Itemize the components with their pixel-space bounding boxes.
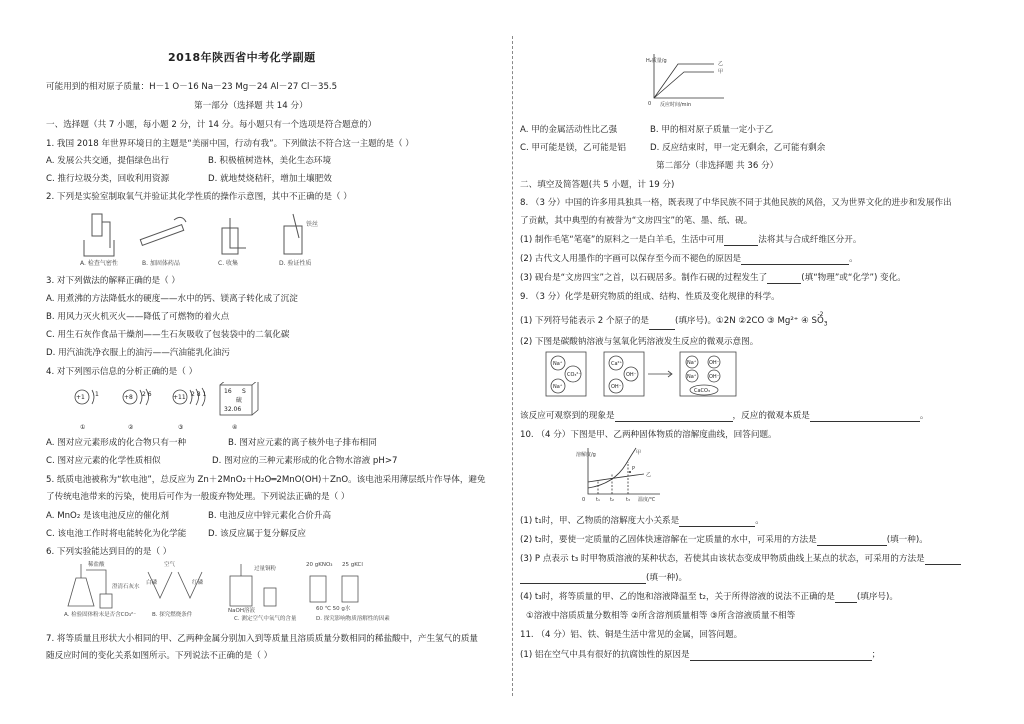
q10-sub1-text: (1) t₁时，甲、乙物质的溶解度大小关系是	[520, 516, 680, 526]
q7-series-yi: 乙	[718, 61, 724, 67]
q10-solubility-chart	[574, 444, 670, 504]
q10-stem: 10. （4 分）下图是甲、乙两种固体物质的溶解度曲线，回答问题。	[520, 430, 777, 440]
q9-box3-oh1: OH⁻	[709, 360, 720, 366]
q11-sub1-blank[interactable]	[690, 651, 872, 661]
q6-text-white-p: 白磷	[146, 580, 158, 586]
q9-sub3-blank1[interactable]	[615, 412, 733, 422]
q4-option-b: B. 图对应元素的离子核外电子排布相同	[228, 438, 377, 448]
q6-text-limewater: 澄清石灰水	[112, 584, 140, 590]
q6-experiment-figure	[60, 558, 390, 624]
q10-tick-t3: t₃	[626, 497, 630, 503]
q6-text-hcl: 稀盐酸	[88, 562, 105, 568]
q6-text-kno3: 20 gKNO₃	[306, 562, 333, 568]
q8-sub2-text: (2) 古代文人用墨作的字画可以保存至今而不褪色的原因是	[520, 254, 742, 264]
q5-option-c: C. 该电池工作时将电能转化为化学能	[46, 529, 187, 539]
q10-point-p-dot	[629, 471, 631, 473]
q10-sub2-text-end: (填一种)。	[886, 535, 928, 545]
q11-sub1-text: (1) 铝在空气中具有很好的抗腐蚀性的原因是	[520, 650, 690, 660]
q9-so3-symbol	[811, 311, 830, 330]
q10-sub4-options: ①溶液中溶质质量分数相等 ②所含溶剂质量相等 ③所含溶液质量不相等	[526, 611, 796, 621]
q7-stem-line1: 7. 将等质量且形状大小相同的甲、乙两种金属分别加入到等质量且溶质质量分数相同的稀盐酸中，产生氢气的质量	[46, 634, 479, 644]
q1-option-c: C. 推行垃圾分类，回收利用资源	[46, 174, 170, 184]
q10-sub3	[520, 554, 961, 565]
q9-sub3: 该反应可观察到的现象是 ，反应的微观本质是 。	[520, 411, 929, 421]
q4-atom-figure	[70, 382, 290, 434]
q7-option-a: A. 甲的金属活动性比乙强	[520, 125, 618, 135]
q10-xlabel: 温度/℃	[638, 497, 656, 503]
column-divider	[512, 36, 513, 696]
q4-stem: 4. 对下列图示信息的分析正确的是（ ）	[46, 367, 198, 377]
q10-ylabel: 溶解度/g	[576, 452, 596, 458]
q10-origin: 0	[582, 497, 586, 503]
q10-sub3-cont	[520, 573, 687, 584]
q9-box2-oh2: OH⁻	[611, 384, 622, 390]
q10-sub4-blank[interactable]	[835, 593, 857, 603]
q5-option-b: B. 电池反应中锌元素化合价升高	[208, 511, 332, 521]
q7-ylabel: H₂质量/g	[646, 58, 667, 64]
q6-text-red-p: 红磷	[192, 580, 204, 586]
q3-option-d: D. 用汽油洗净衣服上的油污——汽油能乳化油污	[46, 348, 230, 358]
q7-origin: 0	[648, 101, 652, 107]
q6-text-air: 空气	[164, 562, 176, 568]
q9-box1-co3: CO₃²⁻	[567, 372, 582, 378]
q2-label-b: B. 加固体药品	[142, 260, 180, 267]
q6-stem: 6. 下列实验能达到目的的是（ ）	[46, 547, 172, 557]
part1-heading: 第一部分（选择题 共 14 分）	[194, 101, 308, 111]
q4-electrons-1: 1	[95, 391, 99, 398]
q6-text-water: 60 ℃ 50 g水	[316, 606, 351, 612]
q2-label-d: D. 验证性质	[279, 260, 312, 267]
q1-option-d: D. 就地焚烧秸秆，增加土壤肥效	[208, 174, 332, 184]
q7-hydrogen-chart	[644, 50, 734, 108]
q8-stem-line2: 了贡献，其中典型的有被誉为“文房四宝”的笔、墨、纸、砚。	[520, 216, 753, 226]
q10-sub1: (1) t₁时，甲、乙物质的溶解度大小关系是 。	[520, 516, 764, 526]
q4-marker-3: ③	[178, 424, 184, 431]
atomic-mass-note: 可能用到的相对原子质量：H－1 O－16 Na－23 Mg－24 Al－27 Cl－35.5	[46, 82, 338, 92]
q4-electrons-3: 2 8 1	[191, 391, 207, 398]
q2-stem: 2. 下列是实验室制取氧气并验证其化学性质的操作示意图，其中不正确的是（ ）	[46, 192, 352, 202]
q1-option-b: B. 积极植树造林，美化生态环境	[208, 156, 332, 166]
q6-text-naoh: NaOH溶液	[228, 608, 255, 614]
q8-sub3-text: (3) 砚台是“文房四宝”之首，以石砚居多。制作石砚的过程发生了	[520, 273, 768, 283]
q3-option-b: B. 用风力灭火机灭火——降低了可燃物的着火点	[46, 312, 230, 322]
q10-tick-t1: t₁	[596, 497, 600, 503]
q10-sub4-text: (4) t₃时，将等质量的甲、乙的饱和溶液降温至 t₂，关于所得溶液的说法不正确的是	[520, 592, 835, 602]
q9-sub1	[520, 311, 830, 330]
q8-sub1-text-end: 法将其与合成纤维区分开。	[758, 235, 862, 245]
q6-label-a: A. 检验固体粉末是否含CO₃²⁻	[64, 612, 137, 618]
q4-option-a: A. 图对应元素形成的化合物只有一种	[46, 438, 187, 448]
q4-element-symbol: S	[242, 388, 246, 395]
q4-marker-4: ④	[232, 424, 238, 431]
q9-sub2: (2) 下图是碳酸钠溶液与氢氧化钙溶液发生反应的微观示意图。	[520, 337, 759, 347]
q9-box3-na1: Na⁺	[687, 360, 697, 366]
q8-sub2-blank[interactable]	[741, 255, 849, 265]
q9-so3-base: SO	[811, 316, 824, 326]
q9-so3-subscript: 3	[823, 320, 828, 328]
q11-stem: 11. （4 分）铝、铁、铜是生活中常见的金属，回答问题。	[520, 630, 743, 640]
q6-text-kcl: 25 gKCl	[342, 562, 363, 568]
q8-sub3-blank[interactable]	[767, 274, 801, 284]
q4-nucleus-3: +11	[173, 394, 186, 401]
q4-element-name: 硫	[236, 397, 243, 404]
q4-marker-2: ②	[128, 424, 134, 431]
q9-sub3-text-mid: ，反应的微观本质是	[732, 411, 810, 421]
q2-label-c: C. 收集	[218, 260, 239, 267]
q9-sub3-blank2[interactable]	[810, 412, 920, 422]
q10-series-jia: 甲	[636, 450, 642, 456]
q4-option-c: C. 图对应元素的化学性质相似	[46, 456, 161, 466]
section2-instructions: 二、填空及简答题(共 5 小题，计 19 分)	[520, 180, 675, 190]
q9-reaction-diagram	[544, 350, 744, 402]
q3-option-a: A. 用煮沸的方法降低水的硬度——水中的钙、镁离子转化成了沉淀	[46, 294, 298, 304]
q6-label-c: C. 测定空气中氧气的含量	[234, 616, 297, 622]
q6-label-b: B. 探究燃烧条件	[152, 612, 193, 618]
q7-option-d: D. 反应结束时，甲一定无剩余，乙可能有剩余	[650, 143, 826, 153]
paper-title: 2018年陕西省中考化学副题	[168, 51, 316, 64]
q10-sub3-text: (3) P 点表示 t₃ 时甲物质溶液的某种状态，若使其由该状态变成甲物质曲线上某点的状态，可采用的方法是	[520, 554, 925, 564]
q2-label-a: A. 检查气密性	[80, 260, 118, 267]
q9-box2-oh1: OH⁻	[626, 372, 637, 378]
q9-stem: 9. （3 分）化学是研究物质的组成、结构、性质及变化规律的科学。	[520, 292, 780, 302]
q10-sub1-blank[interactable]	[679, 517, 755, 527]
q8-sub1-text: (1) 制作毛笔“笔毫”的原料之一是白羊毛，生活中可用	[520, 235, 725, 245]
q9-sub3-text: 该反应可观察到的现象是	[520, 411, 615, 421]
q9-box3-na2: Na⁺	[687, 374, 697, 380]
q8-sub1	[520, 235, 861, 246]
q10-sub3-text-end: (填一种)。	[646, 573, 688, 583]
q5-stem-line1: 5. 纸质电池被称为“软电池”，总反应为 Zn＋2MnO₂＋H₂O═2MnO(OH)＋ZnO。该电池采用薄层纸片作导体，避免	[46, 475, 486, 485]
q2-apparatus-figure	[74, 208, 374, 268]
q7-series-jia: 甲	[718, 69, 724, 75]
q7-option-c: C. 甲可能是镁，乙可能是铝	[520, 143, 626, 153]
q5-option-a: A. MnO₂ 是该电池反应的催化剂	[46, 511, 169, 521]
q4-element-number: 16	[224, 388, 232, 395]
q9-box3-oh2: OH⁻	[709, 374, 720, 380]
q9-box1-na2: Na⁺	[553, 384, 563, 390]
q1-stem: 1. 我国 2018 年世界环境日的主题是“美丽中国，行动有我”。下列做法不符合这一主题的是（ ）	[46, 139, 414, 149]
q1-option-a: A. 发展公共交通，提倡绿色出行	[46, 156, 169, 166]
q3-option-c: C. 用生石灰作食品干燥剂——生石灰吸收了包装袋中的二氧化碳	[46, 330, 290, 340]
q4-nucleus-1: +1	[76, 394, 85, 401]
q9-box2-ca: Ca²⁺	[611, 361, 623, 367]
q8-sub1-blank[interactable]	[724, 236, 758, 246]
q10-tick-t2: t₂	[610, 497, 614, 503]
q10-sub2-text: (2) t₂时，要使一定质量的乙固体快速溶解在一定质量的水中，可采用的方法是	[520, 535, 817, 545]
q4-element-mass: 32.06	[224, 406, 242, 413]
q9-box3-caco3: CaCO₃	[694, 388, 710, 394]
q10-series-yi-curve	[588, 474, 644, 482]
q2-fig-text: 铁丝	[306, 221, 319, 228]
q10-sub2-blank[interactable]	[817, 536, 887, 546]
q6-label-d: D. 探究影响物质溶解性的因素	[316, 616, 390, 622]
q7-xlabel: 反应时间/min	[660, 102, 692, 108]
q5-stem-line2: 了传统电池带来的污染，使用后可作为一般废弃物处理。下列说法正确的是（ ）	[46, 492, 350, 502]
q7-series-yi-line	[654, 64, 714, 98]
q9-sub1-options: (填序号)。①2N ②2CO ③ Mg²⁺ ④	[674, 316, 809, 326]
q10-sub2	[520, 535, 928, 546]
q10-point-p: P	[632, 466, 636, 472]
q9-so3-valence: -2	[817, 311, 824, 318]
q9-box1-na1: Na⁺	[553, 361, 563, 367]
part2-heading: 第二部分（非选择题 共 36 分）	[656, 161, 779, 171]
q10-sub3-blank[interactable]	[925, 555, 961, 565]
q9-sub1-blank[interactable]	[649, 320, 675, 330]
q4-option-d: D. 图对应的三种元素形成的化合物水溶液 pH>7	[212, 456, 398, 466]
q3-stem: 3. 对下列做法的解释正确的是（ ）	[46, 276, 180, 286]
q7-option-b: B. 甲的相对原子质量一定小于乙	[650, 125, 774, 135]
q8-stem-line1: 8. （3 分）中国的许多用具独具一格，既表现了中华民族不同于其他民族的风俗，又为世界文化的进步和发展作出	[520, 198, 952, 208]
q9-sub1-text: (1) 下列符号能表示 2 个原子的是	[520, 316, 649, 326]
q7-stem-line2: 随反应时间的变化关系如图所示。下列说法不正确的是（ ）	[46, 651, 273, 661]
q8-sub3	[520, 273, 906, 284]
q10-series-yi: 乙	[646, 472, 652, 478]
section1-instructions: 一、选择题（共 7 小题，每小题 2 分，计 14 分。每小题只有一个选项是符合题意的）	[46, 120, 377, 130]
q8-sub3-text-end: (填“物理”或“化学”) 变化。	[801, 273, 906, 283]
q10-sub4	[520, 592, 898, 603]
q8-sub2: (2) 古代文人用墨作的字画可以保存至今而不褪色的原因是 。	[520, 254, 858, 264]
q6-text-copper: 过量铜粉	[254, 566, 277, 572]
q10-sub3-blank2[interactable]	[520, 574, 646, 584]
q5-option-d: D. 该反应属于复分解反应	[208, 529, 307, 539]
q10-sub4-text-end: (填序号)。	[856, 592, 898, 602]
q4-nucleus-2: +8	[124, 394, 133, 401]
q4-marker-1: ①	[80, 424, 86, 431]
q4-electrons-2: 2 6	[142, 391, 152, 398]
q11-sub1: (1) 铝在空气中具有很好的抗腐蚀性的原因是 ；	[520, 650, 881, 660]
